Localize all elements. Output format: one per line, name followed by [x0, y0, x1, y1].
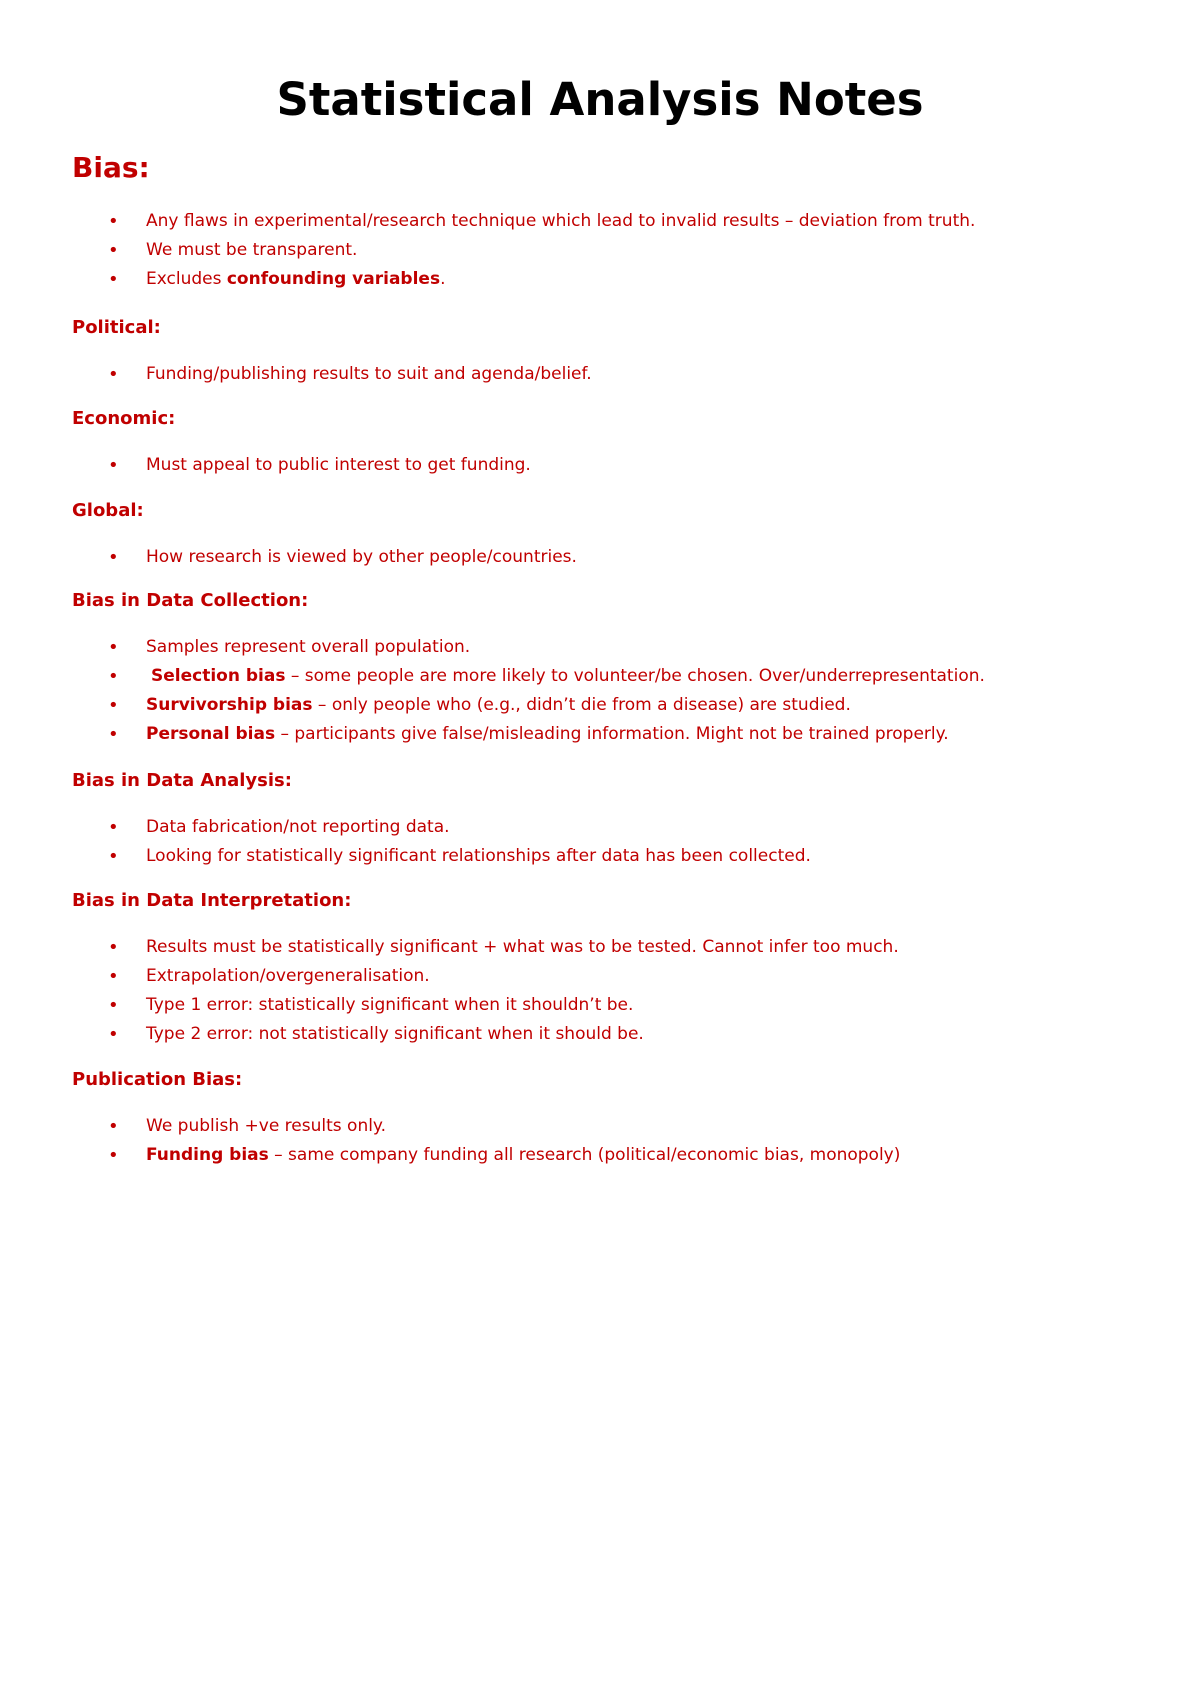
term: confounding variables	[226, 269, 441, 289]
bullet-icon: •	[108, 695, 119, 716]
heading-data-collection: Bias in Data Collection:	[72, 590, 309, 611]
document-page: Statistical Analysis Notes Bias: • Any flaws in experimental/research technique which lead to invalid results – deviation from truth. • We must be transparent. • Excludes confounding variables. Political: • Funding/publishing results to suit and agenda/belief. Economic: • Must appeal to public interest to get funding. Global: • How research is viewed by other people/countries. Bias in Data Collection: • Samples represent overall population. • Selection bias – some people are more likely to volunteer/be chosen. Over/underrepresentation. • Survivorship bias – only people who (e.g., didn’t die from a disease) are studied. • Personal bias – participants give false/misleading information. Might not be trained properly. Bias in Data Analysis: • Data fabrication/not reporting data. • Looking for statistically significant relationships after data has been collected. Bias in Data Interpretation: • Results must be statistically significant + what was to be tested. Cannot infer too much. • Extrapolation/overgeneralisation. • Type 1 error: statistically significant when it shouldn’t be. • Type 2 error: not statistically significant when it should be. Publication Bias: • We publish +ve results only. • Funding bias – same company funding all research (political/economic bias, monopoly)	[0, 0, 1200, 1696]
bullet-icon: •	[108, 637, 119, 658]
term: Funding bias	[146, 1145, 269, 1165]
bullet-icon: •	[108, 547, 119, 568]
bullet-icon: •	[108, 269, 119, 290]
heading-bias: Bias:	[72, 151, 150, 184]
bullet-icon: •	[108, 966, 119, 987]
heading-political: Political:	[72, 317, 161, 338]
heading-global: Global:	[72, 500, 144, 521]
bullet-icon: •	[108, 995, 119, 1016]
bullet-icon: •	[108, 240, 119, 261]
term: Selection bias	[151, 666, 286, 686]
bullet-icon: •	[108, 724, 119, 745]
term: Survivorship bias	[146, 695, 313, 715]
bullet-icon: •	[108, 455, 119, 476]
heading-data-analysis: Bias in Data Analysis:	[72, 770, 292, 791]
term: Personal bias	[146, 724, 276, 744]
heading-publication-bias: Publication Bias:	[72, 1069, 243, 1090]
bullet-icon: •	[108, 846, 119, 867]
bullet-icon: •	[108, 1116, 119, 1137]
bullet-icon: •	[108, 211, 119, 232]
bullet-icon: •	[108, 666, 119, 687]
bullet-icon: •	[108, 937, 119, 958]
bullet-icon: •	[108, 364, 119, 385]
heading-economic: Economic:	[72, 408, 176, 429]
heading-data-interpretation: Bias in Data Interpretation:	[72, 890, 352, 911]
page-title: Statistical Analysis Notes	[276, 73, 924, 126]
bullet-icon: •	[108, 817, 119, 838]
bullet-icon: •	[108, 1024, 119, 1045]
bullet-icon: •	[108, 1145, 119, 1166]
